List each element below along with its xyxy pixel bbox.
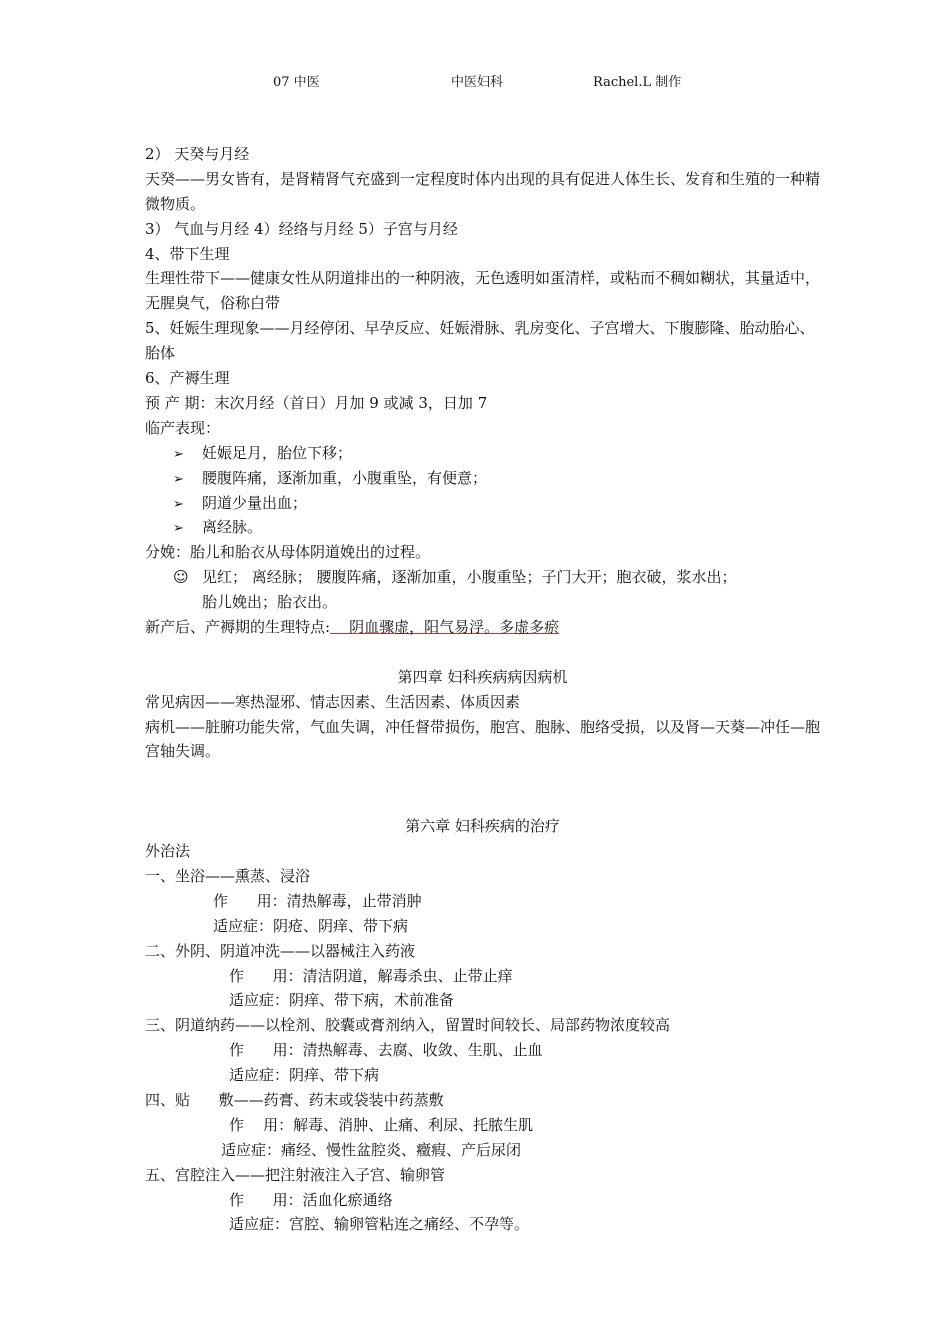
smiley-bullet-icon: ☺ [173,568,189,587]
label-text: 新产后、产褥期的生理特点: [145,618,331,637]
section-heading: 四、贴 敷——药膏、药末或袋装中药蒸敷 [145,1090,444,1109]
paragraph: 5、妊娠生理现象——月经停闭、早孕反应、妊娠滑脉、乳房变化、子宫增大、下腹膨隆、胎动胎心、胎体 [145,319,815,363]
section-heading: 二、外阴、阴道冲洗——以器械注入药液 [145,941,416,960]
text-line: 外治法 [145,842,191,861]
section-heading: 一、坐浴——熏蒸、浸浴 [145,866,311,885]
section-heading: 4、带下生理 [145,244,230,263]
text-line: 适应症：阴疮、阴痒、带下病 [213,916,409,935]
list-item [145,515,820,540]
text-line: 作 用：清洁阴道，解毒杀虫、止带止痒 [229,966,513,985]
underlined-text: 阴血骤虚，阳气易浮。多虚多瘀 [330,618,560,637]
list-item-text: 阴道少量出血； [202,493,308,512]
text-line: 3） 气血与月经 4）经络与月经 5）子宫与月经 [145,219,458,238]
text-line: 适应症：阴痒、带下病 [229,1066,380,1085]
list-item-text: 离经脉。 [202,518,263,537]
list-item-text: 妊娠足月，胎位下移； [202,443,353,462]
text-line: 作 用：清热解毒，止带消肿 [213,891,422,910]
text-line: 作 用：活血化瘀通络 [229,1190,393,1209]
spacer [145,640,820,665]
arrow-bullet-icon: ➢ [173,521,184,537]
arrow-bullet-icon: ➢ [173,446,184,462]
page-header [0,71,950,91]
spacer [145,789,820,814]
header-left: 07 中医 [273,75,320,90]
list-item [145,491,820,516]
section-heading: 三、阴道纳药——以栓剂、胶囊或膏剂纳入，留置时间较长、局部药物浓度较高 [145,1016,671,1035]
spacer [145,764,820,789]
text-line: 常见病因——寒热湿邪、情志因素、生活因素、体质因素 [145,692,521,711]
text-line: 适应症：阴痒、带下病，术前准备 [229,991,455,1010]
list-item [145,466,820,491]
text-line: 分娩：胎儿和胎衣从母体阴道娩出的过程。 [145,543,431,562]
text-line: 适应症：痛经、慢性盆腔炎、癥瘕、产后尿闭 [221,1140,522,1159]
paragraph: 天癸——男女皆有，是肾精肾气充盛到一定程度时体内出现的具有促进人体生长、发育和生殖的一种精微物质。 [145,169,821,213]
document-body [145,142,820,1237]
text-line: 胎儿娩出；胎衣出。 [202,593,338,612]
section-heading: 6、产褥生理 [145,369,230,388]
header-right: Rachel.L 制作 [593,75,682,90]
text-line: 2） 天癸与月经 [145,145,250,163]
paragraph: 生理性带下——健康女性从阴道排出的一种阴液，无色透明如蛋清样，或粘而不稠如糊状，其量适中，无腥臭气，俗称白带 [145,269,821,313]
arrow-bullet-icon: ➢ [173,496,184,512]
text-line: 作 用：解毒、消肿、止痛、利尿、托脓生肌 [229,1115,534,1134]
header-center: 中医妇科 [451,75,504,90]
chapter-title: 第六章 妇科疾病的治疗 [405,817,560,836]
text-line: 适应症：宫腔、输卵管粘连之痛经、不孕等。 [229,1215,530,1234]
list-item-text: 见红； 离经脉； 腰腹阵痛，逐渐加重，小腹重坠；子门大开；胞衣破，浆水出； [202,568,737,587]
section-heading: 五、宫腔注入——把注射液注入子宫、输卵管 [145,1165,446,1184]
text-line [145,615,820,640]
text-line: 临产表现： [145,418,221,437]
chapter-title: 第四章 妇科疾病病因病机 [397,667,568,686]
arrow-bullet-icon: ➢ [173,471,184,487]
list-item [145,441,820,466]
text-line: 预 产 期：末次月经（首日）月加 9 或减 3，日加 7 [145,394,488,412]
paragraph: 病机——脏腑功能失常，气血失调，冲任督带损伤，胞宫、胞脉、胞络受损，以及肾—天葵—冲任—胞宫轴失调。 [145,717,821,761]
list-item-text: 腰腹阵痛，逐渐加重，小腹重坠，有便意； [202,468,488,487]
text-line: 作 用：清热解毒、去腐、收敛、生肌、止血 [229,1041,543,1060]
list-item [145,565,820,590]
